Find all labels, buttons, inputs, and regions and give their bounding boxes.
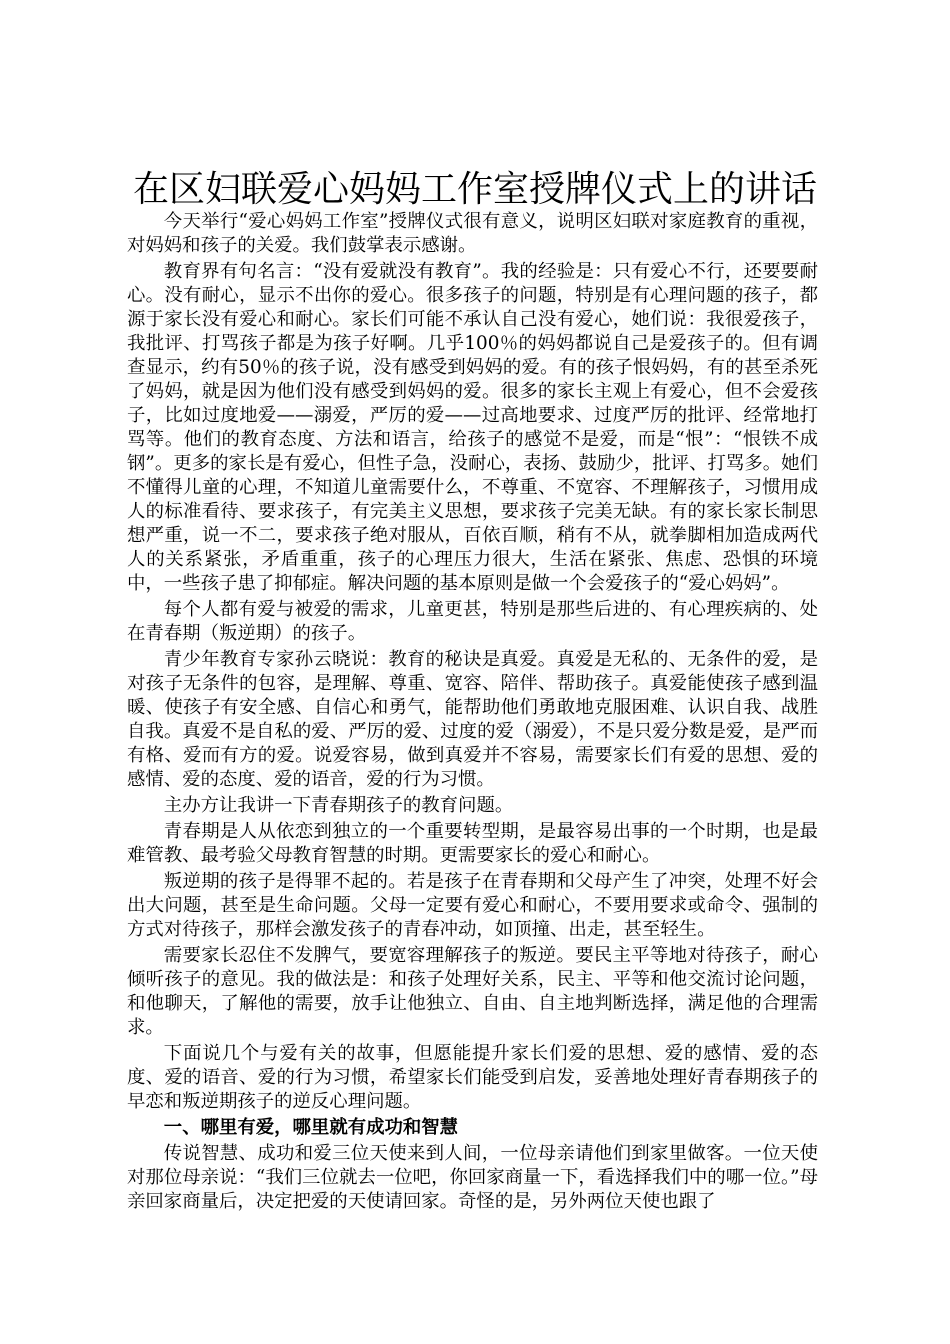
paragraph-angels-story: 传说智慧、成功和爱三位天使来到人间，一位母亲请他们到家里做客。一位天使对那位母亲说：“我们三位就去一位吧，你回家商量一下，看选择我们中的哪一位。”母亲回家商量后，决定把爱的天使请回家。奇怪的是，另外两位天使也跟了 <box>127 1143 818 1212</box>
paragraph-true-love: 青少年教育专家孙云晓说：教育的秘诀是真爱。真爱是无私的、无条件的爱，是对孩子无条件的包容，是理解、尊重、宽容、陪伴、帮助孩子。真爱能使孩子感到温暖、使孩子有安全感、自信心和勇气，能帮助他们勇敢地克服困难、认识自我、战胜自我。真爱不是自私的爱、严厉的爱、过度的爱（溺爱），不是只爱分数是爱，是严而有格、爱而有方的爱。说爱容易，做到真爱并不容易，需要家长们有爱的思想、爱的感情、爱的态度、爱的语音，爱的行为习惯。 <box>127 649 818 790</box>
section-heading: 一、哪里有爱，哪里就有成功和智慧 <box>163 1117 459 1138</box>
paragraph-patience: 教育界有句名言：“没有爱就没有教育”。我的经验是：只有爱心不行，还要要耐心。没有耐心，显示不出你的爱心。很多孩子的问题，特别是有心理问题的孩子，都源于家长没有爱心和耐心。家长们可能不承认自己没有爱心，她们说：我很爱孩子，我批评、打骂孩子都是为孩子好啊。几乎100％的妈妈都说自己是爱孩子的。但有调查显示，约有50％的孩子说，没有感受到妈妈的爱。有的孩子恨妈妈，有的甚至杀死了妈妈，就是因为他们没有感受到妈妈的爱。很多的家长主观上有爱心，但不会爱孩子，比如过度地爱——溺爱，严厉的爱——过高地要求、过度严厉的批评、经常地打骂等。他们的教育态度、方法和语言，给孩子的感觉不是爱，而是“恨”：“恨铁不成钢”。更多的家长是有爱心，但性子急，没耐心，表扬、鼓励少，批评、打骂多。她们不懂得儿童的心理，不知道儿童需要什么，不尊重、不宽容、不理解孩子，习惯用成人的标准看待、要求孩子，有完美主义思想，要求孩子完美无缺。有的家长家长制思想严重，说一不二，要求孩子绝对服从，百依百顺，稍有不从，就拳脚相加造成两代人的关系紧张，矛盾重重，孩子的心理压力很大，生活在紧张、焦虑、恐惧的环境中，一些孩子患了抑郁症。解决问题的基本原则是做一个会爱孩子的“爱心妈妈”。 <box>127 261 818 594</box>
paragraph-tolerance: 需要家长忍住不发脾气，要宽容理解孩子的叛逆。要民主平等地对待孩子，耐心倾听孩子的意见。我的做法是：和孩子处理好关系，民主、平等和他交流讨论问题，和他聊天，了解他的需要，放手让他独立、自由、自主地判断选择，满足他的合理需求。 <box>127 945 818 1038</box>
paragraph-adolescence: 青春期是人从依恋到独立的一个重要转型期，是最容易出事的一个时期，也是最难管教、最考验父母教育智慧的时期。更需要家长的爱心和耐心。 <box>127 821 818 866</box>
paragraph-needs: 每个人都有爱与被爱的需求，儿童更甚，特别是那些后进的、有心理疾病的、处在青春期（叛逆期）的孩子。 <box>127 599 818 644</box>
paragraph-rebellion: 叛逆期的孩子是得罪不起的。若是孩子在青春期和父母产生了冲突，处理不好会出大问题，甚至是生命问题。父母一定要有爱心和耐心，不要用要求或命令、强制的方式对待孩子，那样会激发孩子的青春冲动，如顶撞、出走，甚至轻生。 <box>127 871 818 940</box>
document-body <box>127 210 818 1214</box>
paragraph-topic: 主办方让我讲一下青春期孩子的教育问题。 <box>163 795 514 816</box>
paragraph-opening: 今天举行“爱心妈妈工作室”授牌仪式很有意义，说明区妇联对家庭教育的重视，对妈妈和孩子的关爱。我们鼓掌表示感谢。 <box>127 211 818 256</box>
document-title: 在区妇联爱心妈妈工作室授牌仪式上的讲话 <box>132 169 817 210</box>
paragraph-stories-intro: 下面说几个与爱有关的故事，但愿能提升家长们爱的思想、爱的感情、爱的态度、爱的语音、爱的行为习惯，希望家长们能受到启发，妥善地处理好青春期孩子的早恋和叛逆期孩子的逆反心理问题。 <box>127 1043 818 1112</box>
